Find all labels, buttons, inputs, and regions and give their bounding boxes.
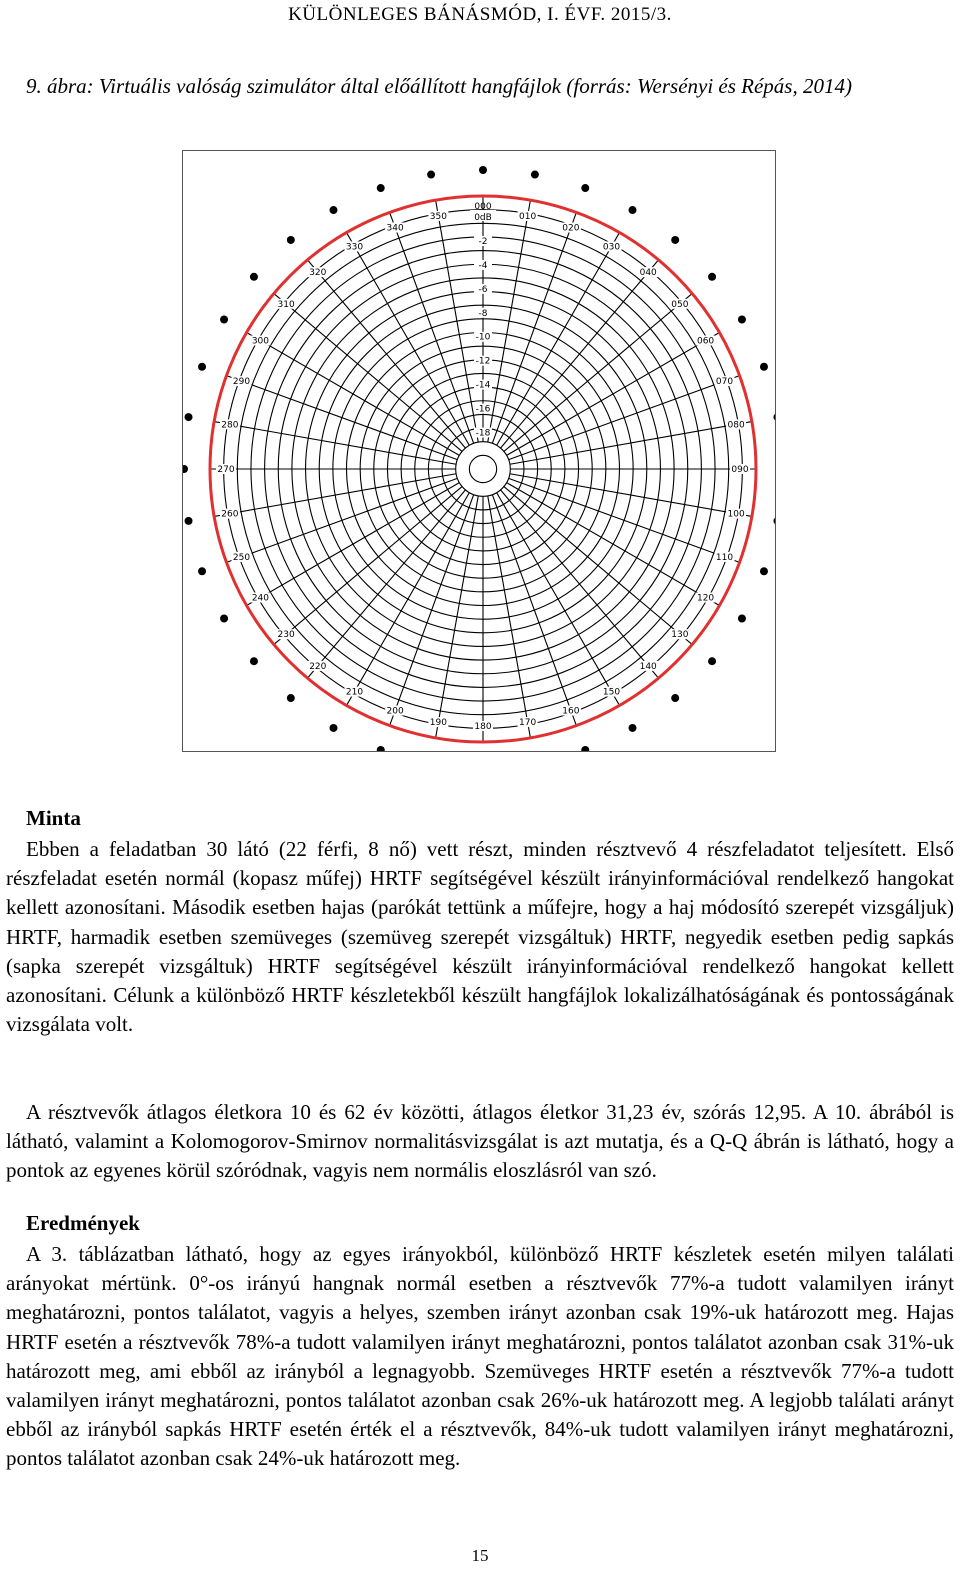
azimuth-label: 170 [519, 718, 537, 729]
azimuth-label: 040 [639, 268, 657, 279]
speaker-dot [377, 184, 385, 192]
azimuth-label: 030 [602, 242, 621, 253]
speaker-dot [287, 236, 295, 244]
speaker-dot [671, 236, 679, 244]
grid-spoke [390, 212, 474, 443]
azimuth-label: 010 [519, 211, 537, 222]
speaker-dot [760, 567, 768, 575]
running-header: KÜLÖNLEGES BÁNÁSMÓD, I. ÉVF. 2015/3. [288, 4, 672, 25]
azimuth-label: 220 [309, 661, 327, 672]
elevation-label: -2 [478, 236, 488, 247]
figure-caption: 9. ábra: Virtuális valóság szimulátor által előállított hangfájlok (forrás: Wersényi és Répás, 2014) [26, 74, 852, 98]
grid-spoke [509, 376, 740, 460]
elevation-label: -16 [475, 404, 491, 415]
azimuth-label: 100 [727, 509, 745, 520]
grid-layer [210, 196, 756, 742]
grid-spoke [226, 478, 457, 562]
azimuth-label: 090 [731, 465, 749, 475]
speaker-dot [708, 657, 716, 665]
azimuth-label: 120 [696, 593, 715, 604]
azimuth-label: 320 [309, 268, 327, 279]
azimuth-label: 150 [602, 687, 621, 698]
dot-layer [183, 166, 775, 751]
speaker-dot [581, 184, 589, 192]
speaker-dot [287, 694, 295, 702]
grid-ring [469, 455, 496, 482]
speaker-dot [738, 615, 746, 623]
speaker-dot [671, 694, 679, 702]
grid-spoke [492, 495, 576, 729]
speaker-dot [220, 615, 228, 623]
speaker-dot [183, 465, 188, 473]
speaker-dot [250, 657, 258, 665]
azimuth-label: 200 [386, 706, 404, 717]
azimuth-label: 020 [562, 223, 580, 234]
azimuth-label: 260 [221, 509, 239, 520]
paragraph-minta-1: Ebben a feladatban 30 látó (22 férfi, 8 nő) vett részt, minden résztvevő 4 részfeladatot teljesített. Első részfeladat esetén normál (kopasz műfej) HRTF segítségével készült irányinformációval rendelkező hangokat kellett azonosítani. Második esetben hajas (parókát tettünk a műfejre, hogy a haj módosító szerepét vizsgáljuk) HRTF, harmadik esetben szemüveges (szemüveg szerepét vizsgáltuk) HRTF, negyedik esetben pedig sapkás (sapka szerepét vizsgáltuk) HRTF segítségével készült irányinformációval rendelkező hangokat kellett azonosítani. Célunk a különböző HRTF készletekből készült hangfájlok lokalizálhatóságának és pontosságának vizsgálata volt. [6, 837, 954, 1037]
elevation-label: -4 [478, 260, 488, 271]
azimuth-label: 050 [671, 299, 689, 310]
azimuth-label: 270 [217, 465, 235, 475]
heading-eredmenyek: Eredmények [26, 1211, 140, 1235]
azimuth-label: 240 [251, 593, 270, 604]
elevation-label: -6 [478, 284, 488, 295]
azimuth-label: 310 [277, 299, 295, 310]
azimuth-label: 280 [221, 420, 239, 431]
azimuth-label: 070 [715, 377, 734, 388]
elevation-label: -12 [475, 356, 491, 367]
speaker-dot [738, 316, 746, 324]
heading-minta: Minta [26, 806, 81, 830]
speaker-dot [250, 273, 258, 281]
azimuth-label: 140 [639, 661, 657, 672]
page-number: 15 [471, 1546, 489, 1565]
speaker-dot [629, 206, 637, 214]
speaker-dot [377, 746, 385, 751]
grid-spoke [390, 495, 474, 729]
db-label: 0dB [474, 213, 492, 223]
speaker-dot [773, 517, 775, 525]
grid-spoke [226, 376, 457, 460]
speaker-dot [185, 413, 193, 421]
azimuth-label: 330 [345, 242, 364, 253]
azimuth-label: 350 [429, 211, 447, 222]
azimuth-label: 290 [232, 377, 251, 388]
elevation-label: -14 [475, 380, 491, 391]
speaker-dot [479, 166, 487, 174]
speaker-dot [708, 273, 716, 281]
speaker-dot [330, 724, 338, 732]
speaker-dot [629, 724, 637, 732]
polar-figure [182, 150, 776, 752]
paragraph-minta-2: A résztvevők átlagos életkora 10 és 62 év közötti, átlagos életkor 31,23 év, szórás 12,95. A 10. ábrából is látható, valamint a Kolomogorov-Smirnov normalitásvizsgálat is azt mutatja, és a Q-Q ábrán is látható, hogy a pontok az egyenes körül szóródnak, vagyis nem normális eloszlásról van szó. [6, 1100, 954, 1183]
azimuth-label: 130 [671, 630, 689, 641]
azimuth-label: 230 [277, 630, 295, 641]
azimuth-label: 300 [251, 336, 270, 347]
speaker-dot [760, 363, 768, 371]
azimuth-label: 110 [715, 552, 734, 563]
paragraph-eredmenyek-1: A 3. táblázatban látható, hogy az egyes irányokból, különböző HRTF készletek esetén milyen találati arányokat mértünk. 0°-os irányú hangnak normál esetben a résztvevők 77%-a tudott valamilyen irányt meghatározni, pontos találatot, vagyis a helyes, szemben irányt azonban csak 19%-uk határozott meg. Hajas HRTF esetén a résztvevők 78%-a tudott valamilyen irányt meghatározni, pontos találatot azonban csak 31%-uk határozott meg, ami ebből az irányból a legnagyobb. Szemüveges HRTF esetén a résztvevők 77%-a tudott valamilyen irányt meghatározni, pontos találatot azonban csak 26%-uk határozott meg. A legjobb találati arányt ebből az irányból sapkás HRTF esetén érték el a résztvevők, 84%-uk tudott valamilyen irányt meghatározni, pontos találatot azonban csak 24%-uk határozott meg. [6, 1242, 954, 1471]
speaker-dot [531, 171, 539, 179]
azimuth-label: 080 [727, 420, 745, 431]
azimuth-label: 340 [386, 223, 404, 234]
azimuth-label: 250 [232, 552, 251, 563]
speaker-dot [220, 316, 228, 324]
azimuth-label: 060 [696, 336, 715, 347]
elevation-label: -18 [475, 428, 491, 439]
speaker-dot [330, 206, 338, 214]
speaker-dot [427, 171, 435, 179]
grid-spoke [509, 478, 740, 562]
grid-ring [456, 442, 511, 497]
elevation-label: -10 [475, 332, 491, 343]
speaker-dot [185, 517, 193, 525]
speaker-dot [198, 567, 206, 575]
speaker-dot [198, 363, 206, 371]
speaker-dot [581, 746, 589, 751]
polar-grid-diagram [183, 151, 775, 751]
azimuth-label: 190 [429, 718, 447, 729]
grid-spoke [492, 212, 576, 443]
speaker-dot [773, 413, 775, 421]
azimuth-label: 180 [474, 722, 492, 732]
elevation-label-top: 000 [474, 202, 492, 212]
azimuth-label: 160 [562, 706, 580, 717]
azimuth-label: 210 [345, 687, 364, 698]
elevation-label: -8 [478, 308, 488, 319]
